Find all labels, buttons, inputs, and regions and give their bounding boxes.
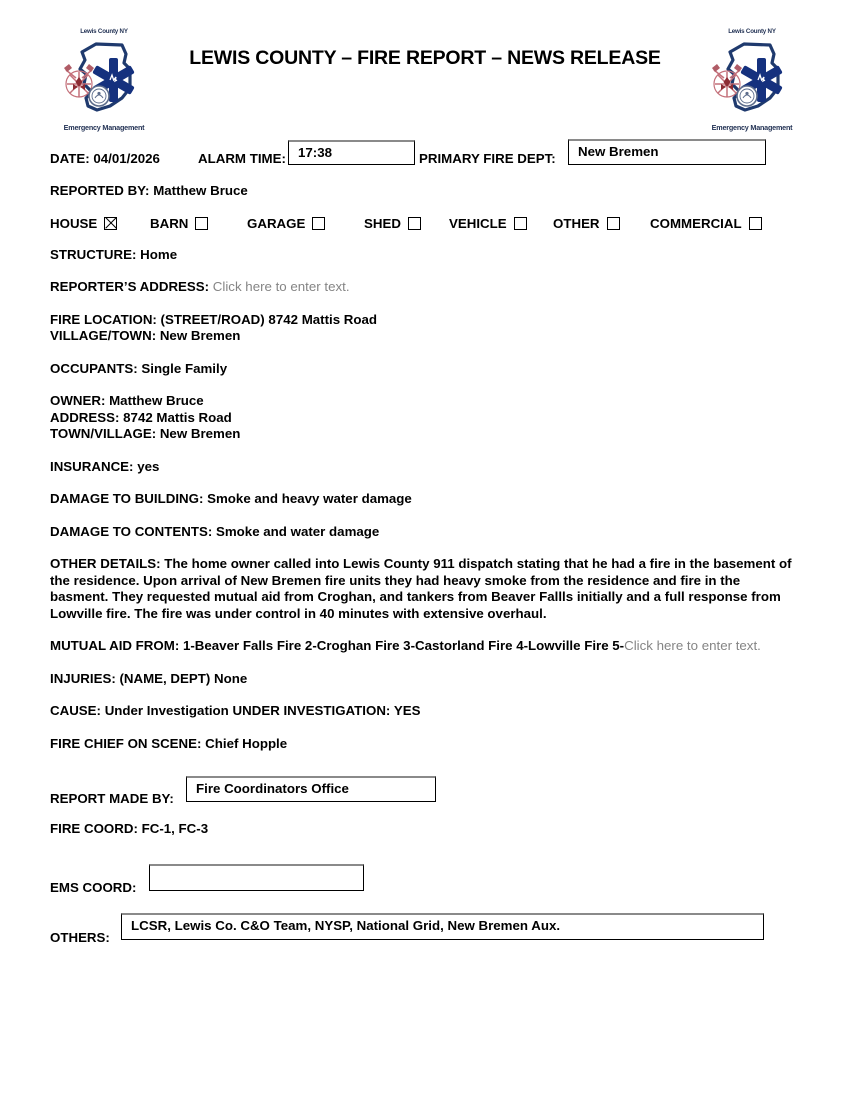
- report-made-by-row: [50, 772, 810, 812]
- fire-chief-value: Chief Hopple: [205, 735, 288, 751]
- reported-by-field: [50, 183, 810, 200]
- date-alarm-dept-row: [50, 140, 810, 174]
- under-investigation-label: UNDER INVESTIGATION:: [232, 703, 391, 719]
- checkbox-item-shed[interactable]: [364, 216, 421, 231]
- checkbox-commercial[interactable]: [749, 217, 762, 230]
- date-value: 04/01/2026: [93, 151, 160, 166]
- ems-coord-row: [50, 858, 810, 900]
- damage-contents-value: Smoke and water damage: [215, 523, 380, 539]
- checkbox-label-shed: SHED: [364, 215, 401, 231]
- owner-field: [50, 393, 810, 410]
- reporter-address-field: [50, 279, 810, 296]
- checkbox-label-garage: GARAGE: [247, 215, 306, 231]
- mutual-aid-value: 1-Beaver Falls Fire 2-Croghan Fire 3-Castorland Fire 4-Lowville Fire 5-: [182, 638, 625, 654]
- alarm-time-label: ALARM TIME:: [198, 151, 286, 166]
- fire-chief-field: [50, 736, 810, 753]
- checkbox-item-barn[interactable]: [150, 216, 208, 231]
- other-details-value: The home owner called into Lewis County 911 dispatch stating that he had a fire in the basement of the residence. Upon arrival of New Bremen fire units they had heavy smoke from the residence and fire in the basment. They requested mutual aid from Croghan, and tankers from Beaver Fallls initially and a full response from Lowville fire. The fire was under control in 40 minutes with extensive overhaul.: [50, 556, 792, 621]
- damage-building-label: DAMAGE TO BUILDING:: [50, 491, 204, 506]
- checkbox-item-commercial[interactable]: [650, 216, 762, 231]
- structure-label: STRUCTURE:: [50, 246, 137, 262]
- primary-fire-dept-input[interactable]: New Bremen: [568, 139, 766, 165]
- injuries-value: None: [214, 670, 248, 686]
- logo-caption-bottom-right: Emergency Management: [711, 123, 793, 132]
- injuries-label: INJURIES: (NAME, DEPT): [50, 670, 211, 686]
- cause-field: [50, 703, 810, 720]
- fire-chief-label: FIRE CHIEF ON SCENE:: [50, 735, 202, 751]
- occupants-label: OCCUPANTS:: [50, 360, 138, 376]
- mutual-aid-field: [50, 638, 802, 655]
- structure-field: [50, 247, 810, 264]
- insurance-field: [50, 459, 810, 476]
- owner-town-value: New Bremen: [159, 426, 241, 441]
- fire-coord-value: FC-1, FC-3: [141, 821, 209, 837]
- village-town-field: [50, 328, 810, 345]
- date-field: [50, 151, 160, 166]
- logo-caption-bottom-left: Emergency Management: [63, 123, 145, 132]
- reported-by-label: REPORTED BY:: [50, 183, 150, 198]
- date-label: DATE:: [50, 151, 90, 166]
- checkbox-item-garage[interactable]: [247, 216, 325, 231]
- checkbox-label-house: HOUSE: [50, 215, 98, 231]
- owner-address-field: [50, 410, 810, 427]
- page-title: LEWIS COUNTY – FIRE REPORT – NEWS RELEASE: [189, 47, 661, 69]
- ems-coord-input[interactable]: [149, 864, 364, 891]
- insurance-label: INSURANCE:: [50, 458, 134, 474]
- checkbox-item-house[interactable]: [50, 216, 117, 231]
- checkbox-item-other[interactable]: [553, 216, 620, 231]
- mutual-aid-placeholder[interactable]: Click here to enter text.: [624, 638, 761, 654]
- fire-coord-field: [50, 821, 810, 838]
- occupants-field: [50, 361, 810, 378]
- checkbox-label-vehicle: VEHICLE: [449, 215, 507, 231]
- cause-value: Under Investigation: [104, 703, 229, 719]
- checkbox-other[interactable]: [607, 217, 620, 230]
- reporter-address-label: REPORTER’S ADDRESS:: [50, 279, 210, 294]
- report-made-by-input[interactable]: Fire Coordinators Office: [186, 776, 436, 802]
- primary-fire-dept-label: PRIMARY FIRE DEPT:: [419, 151, 556, 166]
- damage-building-value: Smoke and heavy water damage: [207, 491, 412, 506]
- owner-town-label: TOWN/VILLAGE:: [50, 426, 157, 441]
- damage-contents-field: [50, 524, 810, 541]
- occupants-value: Single Family: [141, 360, 228, 376]
- lewis-county-emergency-management-logo-right: [700, 28, 804, 132]
- owner-label: OWNER:: [50, 393, 106, 408]
- owner-address-label: ADDRESS:: [50, 409, 120, 425]
- checkbox-garage[interactable]: [312, 217, 325, 230]
- fire-location-value: 8742 Mattis Road: [268, 311, 378, 327]
- checkbox-barn[interactable]: [195, 217, 208, 230]
- structure-value: Home: [140, 246, 178, 262]
- checkbox-shed[interactable]: [408, 217, 421, 230]
- fire-location-field: [50, 312, 810, 329]
- logo-caption-top-right: Lewis County NY: [728, 28, 776, 35]
- others-label: OTHERS:: [50, 929, 110, 945]
- fire-coord-label: FIRE COORD:: [50, 821, 138, 837]
- village-town-label: VILLAGE/TOWN:: [50, 328, 157, 343]
- owner-address-value: 8742 Mattis Road: [123, 409, 232, 425]
- lewis-county-emergency-management-logo-left: [52, 28, 156, 132]
- others-input[interactable]: LCSR, Lewis Co. C&O Team, NYSP, National Grid, New Bremen Aux.: [121, 913, 764, 940]
- checkbox-label-commercial: COMMERCIAL: [650, 215, 742, 231]
- report-body: [50, 140, 810, 951]
- other-details-field: [50, 556, 802, 622]
- owner-town-field: [50, 426, 810, 443]
- ems-coord-label: EMS COORD:: [50, 879, 137, 895]
- fire-location-label: FIRE LOCATION: (STREET/ROAD): [50, 311, 265, 327]
- damage-contents-label: DAMAGE TO CONTENTS:: [50, 523, 213, 539]
- checkbox-house[interactable]: [104, 217, 117, 230]
- reported-by-value: Matthew Bruce: [153, 183, 248, 198]
- report-made-by-label: REPORT MADE BY:: [50, 791, 174, 807]
- village-town-value: New Bremen: [159, 328, 241, 343]
- logo-caption-top-left: Lewis County NY: [80, 28, 128, 35]
- reporter-address-placeholder[interactable]: Click here to enter text.: [212, 279, 350, 294]
- others-row: [50, 909, 810, 951]
- alarm-time-input[interactable]: 17:38: [288, 140, 415, 165]
- checkbox-label-other: OTHER: [553, 215, 600, 231]
- under-investigation-value: YES: [393, 703, 421, 719]
- owner-value: Matthew Bruce: [109, 393, 204, 408]
- checkbox-item-vehicle[interactable]: [449, 216, 527, 231]
- cause-label: CAUSE:: [50, 703, 101, 719]
- other-details-label: OTHER DETAILS:: [50, 556, 161, 571]
- checkbox-vehicle[interactable]: [514, 217, 527, 230]
- checkbox-label-barn: BARN: [150, 215, 189, 231]
- injuries-field: [50, 671, 810, 688]
- mutual-aid-label: MUTUAL AID FROM:: [50, 638, 180, 654]
- document-header: [0, 0, 850, 132]
- structure-type-checkbox-row: [50, 216, 810, 238]
- damage-building-field: [50, 491, 810, 508]
- insurance-value: yes: [137, 458, 160, 474]
